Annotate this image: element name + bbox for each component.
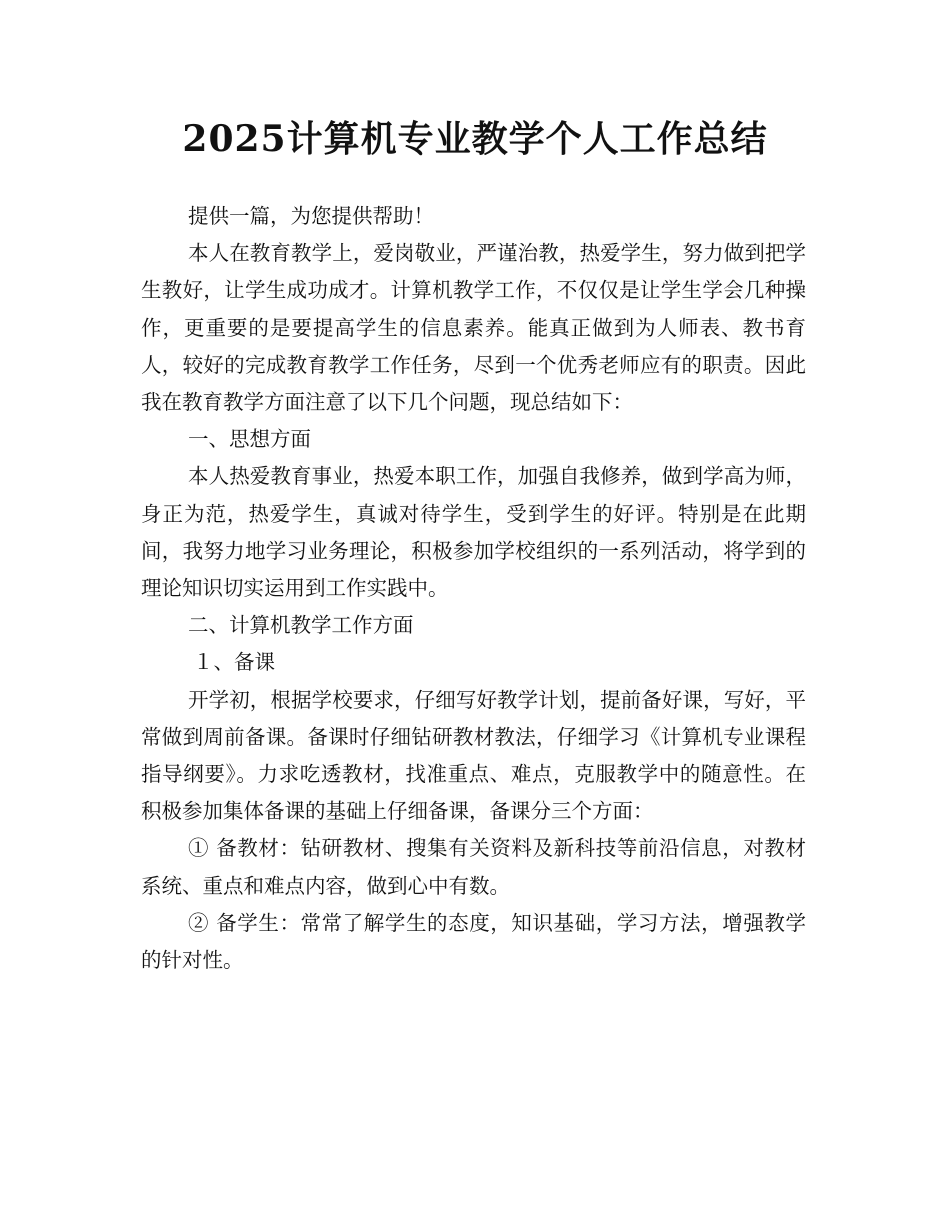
document-title: 2025计算机专业教学个人工作总结 xyxy=(182,118,768,160)
list-item-prepare-students: ② 备学生：常常了解学生的态度，知识基础，学习方法，增强教学的针对性。 xyxy=(141,910,806,973)
document-body xyxy=(141,198,806,979)
list-item-prepare-materials: ① 备教材：钻研教材、搜集有关资料及新科技等前沿信息，对教材系统、重点和难点内容，做到心中有数。 xyxy=(141,836,806,898)
section-heading-thought: 一、思想方面 xyxy=(188,427,311,452)
opening-paragraph: 本人在教育教学上，爱岗敬业，严谨治教，热爱学生，努力做到把学生教好，让学生成功成才。计算机教学工作，不仅仅是让学生学会几种操作，更重要的是要提高学生的信息素养。能真正做到为人师表、教书育人，较好的完成教育教学工作任务，尽到一个优秀老师应有的职责。因此我在教育教学方面注意了以下几个问题，现总结如下： xyxy=(141,241,806,415)
subsection-heading-lesson-prep: １、备课 xyxy=(193,650,275,675)
section-paragraph-thought: 本人热爱教育事业，热爱本职工作，加强自我修养，做到学高为师，身正为范，热爱学生，真诚对待学生，受到学生的好评。特别是在此期间，我努力地学习业务理论，积极参加学校组织的一系列活动，将学到的理论知识切实运用到工作实践中。 xyxy=(141,464,806,601)
intro-paragraph: 提供一篇，为您提供帮助！ xyxy=(188,204,434,228)
subsection-paragraph-lesson-prep: 开学初，根据学校要求，仔细写好教学计划，提前备好课，写好，平常做到周前备课。备课时仔细钻研教材教法，仔细学习《计算机专业课程指导纲要》。力求吃透教材，找准重点、难点，克服教学中的随意性。在积极参加集体备课的基础上仔细备课，备课分三个方面： xyxy=(141,687,806,824)
section-heading-teaching: 二、计算机教学工作方面 xyxy=(188,613,414,638)
